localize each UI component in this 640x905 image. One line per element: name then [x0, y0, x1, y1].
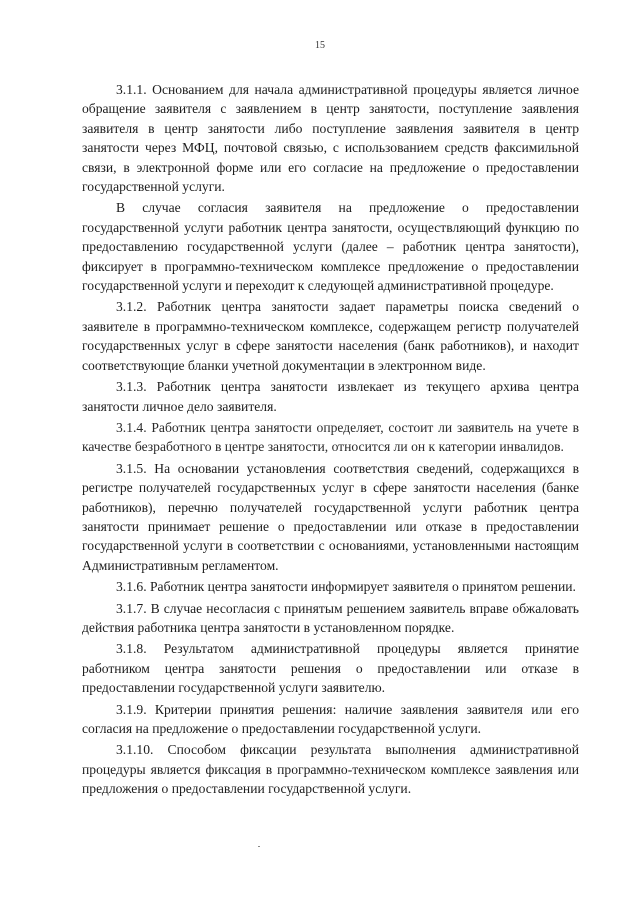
page-number: 15 — [315, 40, 325, 51]
paragraph-3-1-2: 3.1.2. Работник центра занятости задает параметры поиска сведений о заявителе в программно-техническом комплексе, содержащем регистр получателей государственных услуг в сфере занятости населения (банк работников), и находит соответствующие бланки учетной документации в электронном виде. — [82, 299, 579, 373]
paragraph-3-1-8: 3.1.8. Результатом административной процедуры является принятие работником центра занятости решения о предоставлении или отказе в предоставлении государственной услуги заявителю. — [82, 641, 579, 696]
paragraph-3-1-1: 3.1.1. Основанием для начала административной процедуры является личное обращение заявителя с заявлением в центр занятости, поступление заявления заявителя в центр занятости либо поступление заявления заявителя в центр занятости через МФЦ, почтовой связью, с использованием средств факсимильной связи, в электронной форме или его согласие на предложение о предоставлении государственной услуги. — [82, 82, 579, 195]
paragraph-3-1-7: 3.1.7. В случае несогласия с принятым решением заявитель вправе обжаловать действия работника центра занятости в установленном порядке. — [82, 600, 579, 635]
paragraph-consent: В случае согласия заявителя на предложение о предоставлении государственной услуги работник центра занятости, осуществляющий функцию по предоставлению государственной услуги (далее – работник центра занятости), фиксирует в программно-техническом комплексе предложение о предоставлении государственной услуги и переходит к следующей административной процедуре. — [82, 200, 579, 294]
paragraph-3-1-10: 3.1.10. Способом фиксации результата выполнения административной процедуры является фиксация в программно-техническом комплексе заявления или предложения о предоставлении государственной услуги. — [82, 742, 579, 797]
paragraph-3-1-9: 3.1.9. Критерии принятия решения: наличие заявления заявителя или его согласия на предложение о предоставлении государственной услуги. — [82, 701, 579, 736]
document-body — [82, 80, 579, 801]
paragraph-3-1-6: 3.1.6. Работник центра занятости информирует заявителя о принятом решении. — [116, 579, 576, 595]
scan-speck — [258, 846, 260, 847]
paragraph-3-1-5: 3.1.5. На основании установления соответствия сведений, содержащихся в регистре получателей государственных услуг в сфере занятости населения (банке работников), перечню получателей государственной услуги работник центра занятости принимает решение о предоставлении или отказе в предоставлении государственной услуги в соответствии с основаниями, установленными настоящим Административным регламентом. — [82, 460, 579, 573]
paragraph-3-1-3: 3.1.3. Работник центра занятости извлекает из текущего архива центра занятости личное дело заявителя. — [82, 379, 579, 414]
paragraph-3-1-4: 3.1.4. Работник центра занятости определяет, состоит ли заявитель на учете в качестве безработного в центре занятости, относится ли он к категории инвалидов. — [82, 419, 579, 455]
